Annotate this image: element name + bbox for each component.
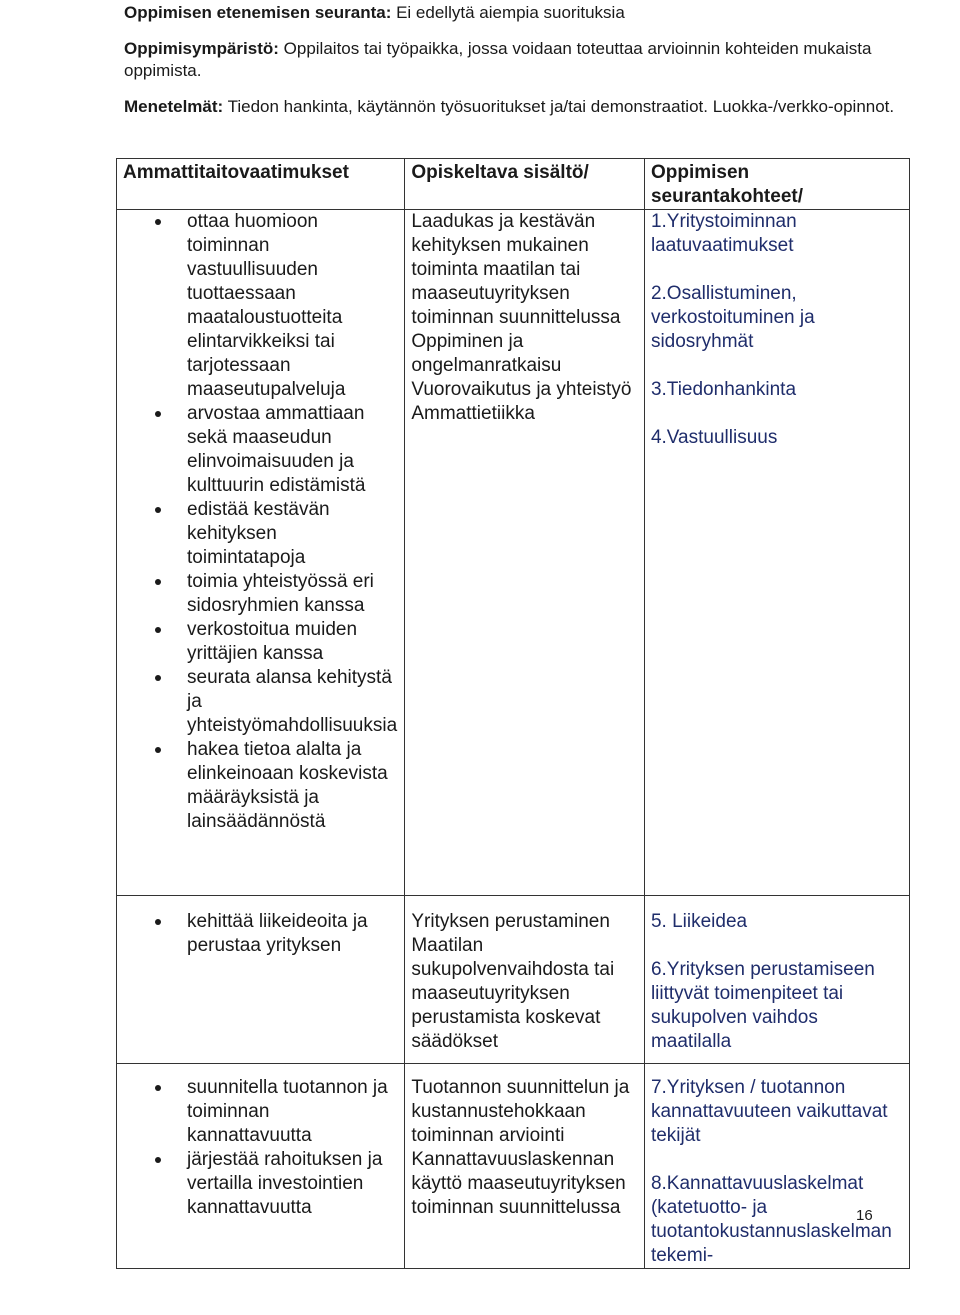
content-cell bbox=[405, 896, 645, 1064]
page-number: 16 bbox=[856, 1207, 873, 1224]
requirements-cell bbox=[117, 896, 405, 1064]
target-item: 7.Yrityksen / tuotannon kannattavuuteen vaikuttavat tekijät bbox=[650, 1077, 888, 1146]
targets-cell bbox=[644, 210, 909, 896]
list-item: hakea tietoa alalta ja elinkeinoaan koskevista määräyksistä ja lainsäädännöstä bbox=[187, 738, 398, 834]
table-row bbox=[117, 1064, 910, 1269]
requirements-list bbox=[123, 210, 398, 834]
requirements-cell bbox=[117, 1064, 405, 1269]
content-item: Yrityksen perustaminen bbox=[411, 911, 610, 932]
list-item: ottaa huomioon toiminnan vastuullisuuden tuottaessaan maataloustuotteita elintarvikkeiksi tai tarjotessaan maaseutupalveluja bbox=[187, 210, 398, 402]
requirements-table bbox=[116, 158, 910, 1269]
content-item: Maatilan sukupolvenvaihdosta tai maaseutuyrityksen perustamista koskevat säädökset bbox=[411, 935, 615, 1052]
progress-tracking-text: Ei edellytä aiempia suorituksia bbox=[391, 3, 625, 22]
list-item: seurata alansa kehitystä ja yhteistyömahdollisuuksia bbox=[187, 667, 398, 736]
table-header-row bbox=[117, 159, 910, 210]
header-content: Opiskeltava sisältö/ bbox=[405, 159, 645, 210]
list-item: järjestää rahoituksen ja vertailla investointien kannattavuutta bbox=[187, 1148, 398, 1220]
list-item: kehittää liikeideoita ja perustaa yrityksen bbox=[187, 910, 398, 958]
requirements-cell bbox=[117, 210, 405, 896]
targets-cell bbox=[644, 896, 909, 1064]
content-item: Tuotannon suunnittelun ja kustannustehokkaan toiminnan arviointi bbox=[411, 1077, 630, 1146]
targets-cell bbox=[644, 1064, 909, 1269]
methods-paragraph bbox=[124, 96, 904, 118]
methods-text: Tiedon hankinta, käytännön työsuoritukset ja/tai demonstraatiot. Luokka-/verkko-opinnot. bbox=[223, 97, 895, 116]
content-item: Ammattietiikka bbox=[411, 403, 535, 424]
table-row bbox=[117, 896, 910, 1064]
list-item: edistää kestävän kehityksen toimintatapoja bbox=[187, 498, 398, 570]
content-cell bbox=[405, 210, 645, 896]
target-item: 3.Tiedonhankinta bbox=[650, 379, 797, 400]
target-item: 8.Kannattavuuslaskelmat (katetuotto- ja tuotantokustannuslaskelman tekemi- bbox=[650, 1173, 892, 1266]
list-item: verkostoitua muiden yrittäjien kanssa bbox=[187, 618, 398, 666]
progress-tracking-paragraph bbox=[124, 2, 904, 24]
content-item: Vuorovaikutus ja yhteistyö bbox=[411, 379, 632, 400]
content-cell bbox=[405, 1064, 645, 1269]
list-item: toimia yhteistyössä eri sidosryhmien kanssa bbox=[187, 570, 398, 618]
learning-environment-label: Oppimisympäristö: bbox=[124, 39, 279, 58]
header-requirements: Ammattitaitovaatimukset bbox=[117, 159, 405, 210]
methods-label: Menetelmät: bbox=[124, 97, 224, 116]
header-targets: Oppimisen seurantakohteet/ bbox=[644, 159, 909, 210]
target-item: 5. Liikeidea bbox=[650, 911, 748, 932]
target-item: 1.Yritystoiminnan laatuvaatimukset bbox=[650, 211, 797, 256]
table-row bbox=[117, 210, 910, 896]
target-item: 6.Yrityksen perustamiseen liittyvät toimenpiteet tai sukupolven vaihdos maatilalla bbox=[650, 959, 875, 1052]
requirements-list bbox=[123, 910, 398, 958]
content-item: Oppiminen ja ongelmanratkaisu bbox=[411, 331, 562, 376]
content-item: Kannattavuuslaskennan käyttö maaseutuyrityksen toiminnan suunnittelussa bbox=[411, 1149, 626, 1218]
progress-tracking-label: Oppimisen etenemisen seuranta: bbox=[124, 3, 392, 22]
list-item: arvostaa ammattiaan sekä maaseudun elinvoimaisuuden ja kulttuurin edistämistä bbox=[187, 402, 398, 498]
learning-environment-paragraph bbox=[124, 38, 904, 82]
learning-environment-text: Oppilaitos tai työpaikka, jossa voidaan toteuttaa arvioinnin kohteiden mukaista oppimista. bbox=[124, 39, 872, 80]
content-item: Laadukas ja kestävän kehityksen mukainen toiminta maatilan tai maaseutuyrityksen toiminnan suunnittelussa bbox=[411, 211, 621, 328]
target-item: 4.Vastuullisuus bbox=[650, 427, 778, 448]
target-item: 2.Osallistuminen, verkostoituminen ja sidosryhmät bbox=[650, 283, 815, 352]
list-item: suunnitella tuotannon ja toiminnan kannattavuutta bbox=[187, 1076, 398, 1148]
requirements-list bbox=[123, 1076, 398, 1220]
